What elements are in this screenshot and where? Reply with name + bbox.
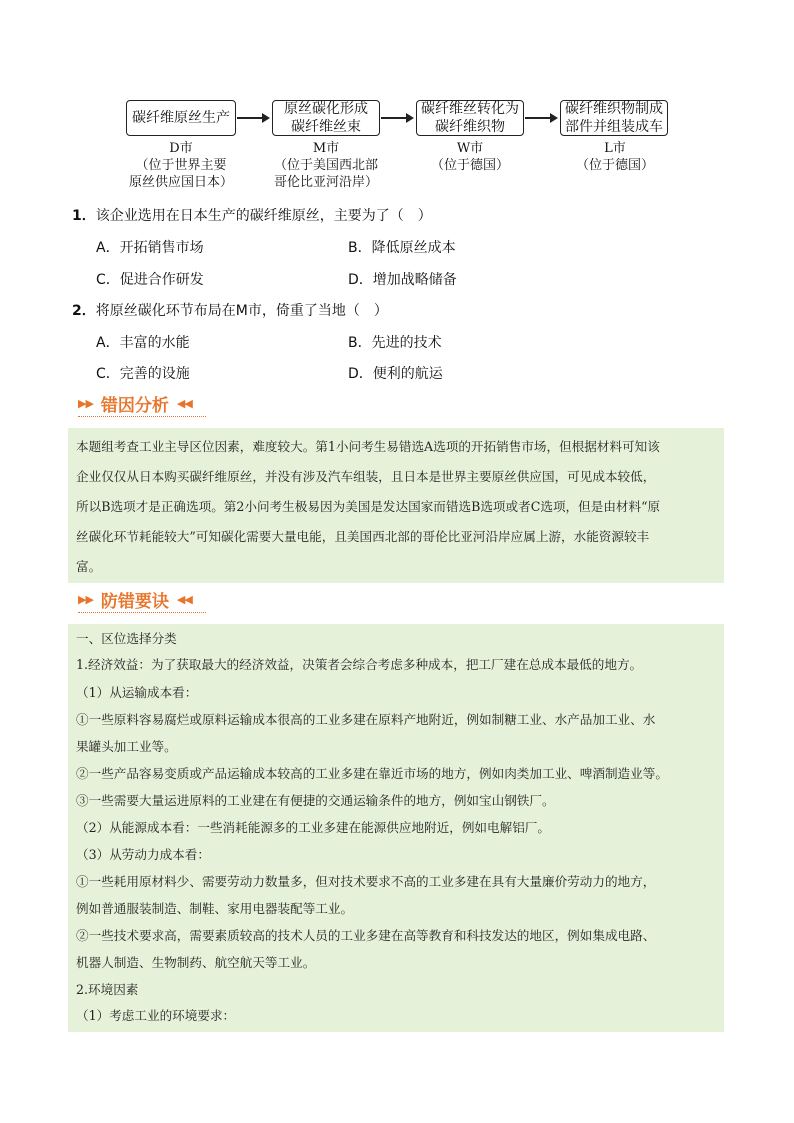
tips-line: ②一些技术要求高，需要素质较高的技术人员的工业多建在高等教育和科技发达的地区，例如集成电路、 (76, 928, 656, 943)
section-divider (78, 416, 206, 417)
question-2 (72, 300, 388, 320)
q2-option-b[interactable]: B．先进的技术 (348, 335, 442, 351)
flow-arrow-3 (525, 117, 556, 119)
tips-line: （1）考虑工业的环境要求： (76, 1008, 236, 1023)
section-title: 错因分析 (100, 395, 169, 416)
flow-diagram (0, 0, 794, 200)
section-heading-analysis (78, 390, 192, 416)
flow-box-carbonization: 原丝碳化形成 碳纤维丝束 (272, 100, 380, 136)
analysis-line: 所以B选项才是正确选项。第2小问考生极易因为美国是发达国家而错选B选项或者C选项，但是由材料“原 (76, 499, 661, 514)
tips-line: ①一些原料容易腐烂或原料运输成本很高的工业多建在原料产地附近，例如制糖工业、水产品加工业、水 (76, 712, 656, 727)
question-1 (72, 205, 432, 225)
arrow-right-icon: ▶▶ (78, 396, 93, 410)
flow-caption-m-city: M市 （位于美国西北部 哥伦比亚河沿岸） (273, 141, 378, 190)
analysis-box (68, 428, 724, 583)
analysis-line: 富。 (76, 559, 102, 574)
flow-caption-d-city: D市 （位于世界主要 原丝供应国日本） (128, 141, 233, 190)
arrow-left-icon: ◀◀ (176, 396, 192, 410)
tips-line: ①一些耗用原材料少、需要劳动力数量多，但对技术要求不高的工业多建在具有大量廉价劳动力的地方， (76, 874, 656, 889)
flow-caption-l-city: L市 （位于德国） (575, 141, 654, 173)
tips-line: ②一些产品容易变质或产品运输成本较高的工业多建在靠近市场的地方，例如肉类加工业、啤酒制造业等。 (76, 766, 668, 781)
section-heading-tips (78, 586, 192, 612)
flow-caption-w-city: W市 （位于德国） (430, 141, 509, 173)
flow-box-assembly: 碳纤维织物制成 部件并组装成车 (560, 100, 668, 136)
tips-line: 例如普通服装制造、制鞋、家用电器装配等工业。 (76, 901, 354, 916)
section-title: 防错要诀 (100, 591, 169, 612)
q2-option-c[interactable]: C．完善的设施 (96, 366, 190, 382)
question-text: 该企业选用在日本生产的碳纤维原丝，主要为了（ ） (95, 208, 432, 224)
q1-option-d[interactable]: D．增加战略储备 (348, 272, 457, 288)
arrow-right-icon: ▶▶ (78, 592, 93, 606)
q1-option-c[interactable]: C．促进合作研发 (96, 272, 204, 288)
flow-arrow-2 (381, 117, 412, 119)
tips-box (68, 624, 724, 1032)
tips-line: 机器人制造、生物制药、航空航天等工业。 (76, 955, 316, 970)
analysis-line: 企业仅仅从日本购买碳纤维原丝，并没有涉及汽车组装，且日本是世界主要原丝供应国，可见成本较低， (76, 469, 656, 484)
q2-option-a[interactable]: A．丰富的水能 (96, 335, 190, 351)
tips-line: 2.环境因素 (76, 982, 139, 997)
question-number: 2． (72, 303, 96, 319)
tips-line: ③一些需要大量运进原料的工业建在有便捷的交通运输条件的地方，例如宝山钢铁厂。 (76, 793, 555, 808)
tips-line: （3）从劳动力成本看： (76, 847, 210, 862)
question-number: 1． (72, 208, 96, 224)
q1-option-a[interactable]: A．开拓销售市场 (96, 240, 204, 256)
tips-line: （2）从能源成本看：一些消耗能源多的工业多建在能源供应地附近，例如电解铝厂。 (76, 820, 550, 835)
analysis-line: 本题组考查工业主导区位因素，难度较大。第1小问考生易错选A选项的开拓销售市场，但根据材料可知该 (76, 439, 660, 454)
question-text: 将原丝碳化环节布局在M市，倚重了当地（ ） (95, 303, 388, 319)
flow-box-fabric: 碳纤维丝转化为 碳纤维织物 (416, 100, 524, 136)
arrow-left-icon: ◀◀ (176, 592, 192, 606)
tips-line: 果罐头加工业等。 (76, 739, 177, 754)
section-divider (78, 612, 206, 613)
tips-line: 一、区位选择分类 (76, 631, 177, 646)
q1-option-b[interactable]: B．降低原丝成本 (348, 240, 456, 256)
q2-option-d[interactable]: D．便利的航运 (348, 366, 443, 382)
analysis-line: 丝碳化环节耗能较大”可知碳化需要大量电能，且美国西北部的哥伦比亚河沿岸应属上游，水能资源较丰 (76, 529, 650, 544)
flow-arrow-1 (237, 117, 268, 119)
tips-line: 1.经济效益：为了获取最大的经济效益，决策者会综合考虑多种成本，把工厂建在总成本最低的地方。 (76, 657, 643, 672)
flow-box-raw-fiber: 碳纤维原丝生产 (126, 100, 236, 136)
tips-line: （1）从运输成本看： (76, 685, 198, 700)
